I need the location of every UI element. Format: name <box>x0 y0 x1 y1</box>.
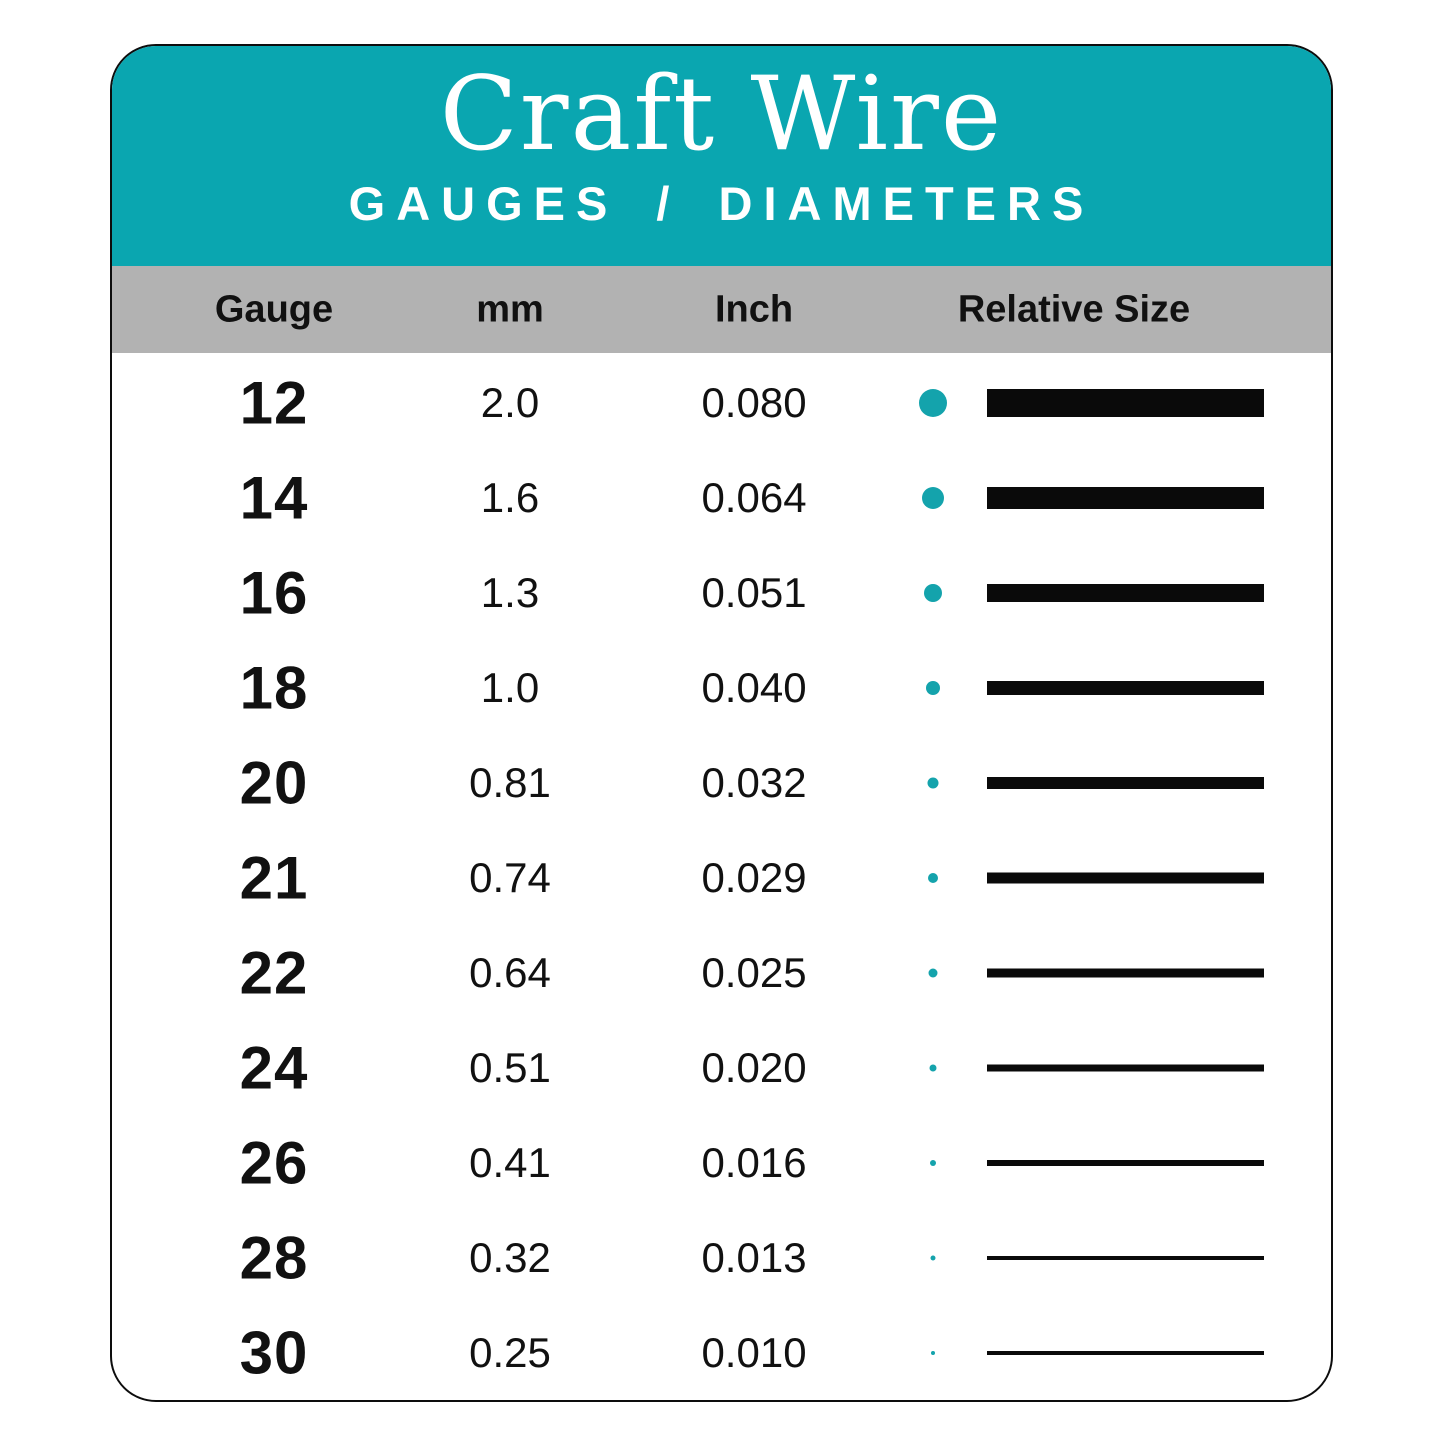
inch-value: 0.080 <box>701 378 807 426</box>
relative-size-dot <box>931 1255 936 1260</box>
mm-value: 0.41 <box>469 1138 551 1186</box>
relative-size-bar <box>987 1351 1264 1355</box>
relative-size-dot <box>931 1351 935 1355</box>
table-row <box>112 545 1331 640</box>
relative-size-dot <box>928 873 938 883</box>
inch-value: 0.051 <box>701 568 807 616</box>
mm-value: 0.25 <box>469 1328 551 1376</box>
relative-size-dot <box>930 1160 936 1166</box>
inch-value: 0.029 <box>701 853 807 901</box>
table-row <box>112 355 1331 450</box>
relative-size-dot <box>924 584 942 602</box>
table-row <box>112 830 1331 925</box>
inch-value: 0.016 <box>701 1138 807 1186</box>
relative-size-dot <box>922 487 944 509</box>
page-title: Craft Wire <box>439 55 1004 174</box>
gauge-value: 30 <box>239 1319 309 1386</box>
mm-value: 0.64 <box>469 948 551 996</box>
page-subtitle: GAUGES / DIAMETERS <box>348 177 1095 230</box>
gauge-value: 26 <box>239 1129 309 1196</box>
inch-value: 0.013 <box>701 1233 807 1281</box>
gauge-value: 18 <box>239 654 309 721</box>
table-row <box>112 1305 1331 1400</box>
mm-value: 1.3 <box>480 568 540 616</box>
column-header-row <box>112 266 1331 353</box>
relative-size-dot <box>930 1064 937 1071</box>
relative-size-bar <box>987 1160 1264 1166</box>
column-header-inch: Inch <box>714 288 794 330</box>
relative-size-bar <box>987 1256 1264 1260</box>
column-header-mm: mm <box>476 288 544 330</box>
relative-size-bar <box>987 584 1264 602</box>
table-row <box>112 640 1331 735</box>
column-header-relative-size: Relative Size <box>957 288 1191 330</box>
column-header-gauge: Gauge <box>214 288 334 330</box>
mm-value: 0.74 <box>469 853 551 901</box>
table-row <box>112 450 1331 545</box>
inch-value: 0.040 <box>701 663 807 711</box>
relative-size-dot <box>926 681 940 695</box>
gauge-value: 12 <box>239 369 309 436</box>
card-header <box>112 46 1331 266</box>
table-row <box>112 925 1331 1020</box>
inch-value: 0.064 <box>701 473 807 521</box>
inch-value: 0.010 <box>701 1328 807 1376</box>
gauge-value: 14 <box>239 464 309 531</box>
mm-value: 2.0 <box>480 378 540 426</box>
relative-size-dot <box>919 389 947 417</box>
mm-value: 1.0 <box>480 663 540 711</box>
mm-value: 0.81 <box>469 758 551 806</box>
gauge-value: 21 <box>239 844 309 911</box>
mm-value: 0.32 <box>469 1233 551 1281</box>
relative-size-dot <box>929 968 938 977</box>
gauge-value: 22 <box>239 939 309 1006</box>
table-row <box>112 1210 1331 1305</box>
relative-size-bar <box>987 872 1264 883</box>
relative-size-bar <box>987 968 1264 977</box>
table-row <box>112 735 1331 830</box>
chart-card <box>110 44 1333 1402</box>
table-body <box>112 353 1331 1400</box>
relative-size-dot <box>928 777 939 788</box>
relative-size-bar <box>987 777 1264 789</box>
inch-value: 0.025 <box>701 948 807 996</box>
relative-size-bar <box>987 487 1264 509</box>
inch-value: 0.020 <box>701 1043 807 1091</box>
relative-size-bar <box>987 681 1264 695</box>
table-row <box>112 1115 1331 1210</box>
gauge-value: 20 <box>239 749 309 816</box>
mm-value: 1.6 <box>480 473 540 521</box>
gauge-value: 28 <box>239 1224 309 1291</box>
gauge-value: 24 <box>239 1034 309 1101</box>
table-row <box>112 1020 1331 1115</box>
relative-size-bar <box>987 389 1264 417</box>
inch-value: 0.032 <box>701 758 807 806</box>
mm-value: 0.51 <box>469 1043 551 1091</box>
relative-size-bar <box>987 1064 1264 1071</box>
gauge-value: 16 <box>239 559 309 626</box>
